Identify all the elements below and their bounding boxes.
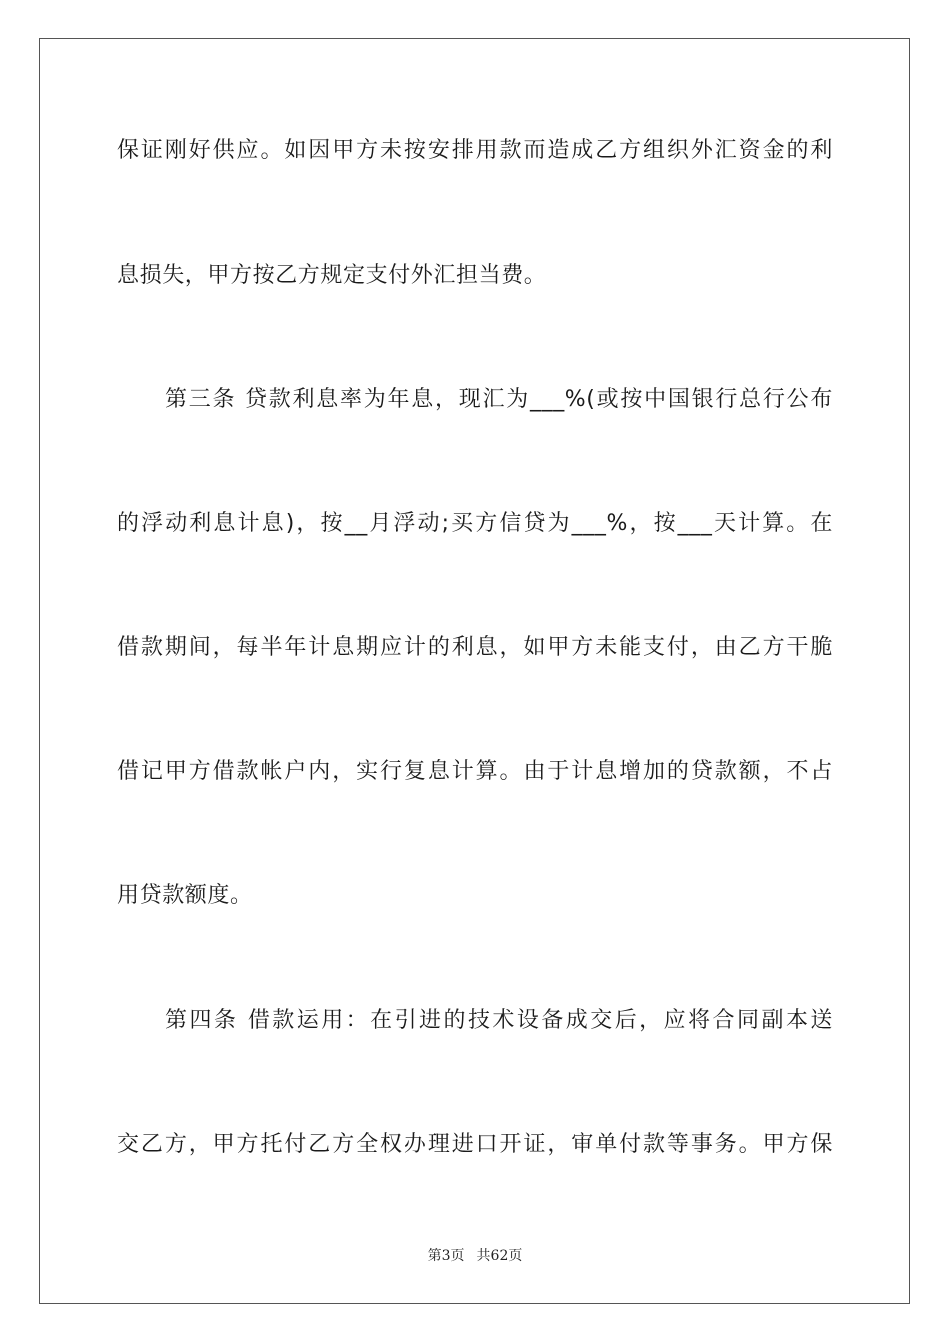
article-3-heading-line: 第三条 贷款利息率为年息，现汇为___%(或按中国银行总行公布 (165, 387, 833, 412)
page-footer (0, 1247, 950, 1265)
text-line-1: 保证刚好供应。如因甲方未按安排用款而造成乙方组织外汇资金的利 (117, 138, 833, 163)
text-line-6: 借记甲方借款帐户内，实行复息计算。由于计息增加的贷款额，不占 (117, 759, 833, 784)
text-line-9: 交乙方，甲方托付乙方全权办理进口开证，审单付款等事务。甲方保 (117, 1132, 833, 1157)
text-line-2: 息损失，甲方按乙方规定支付外汇担当费。 (117, 263, 547, 288)
page-border (39, 38, 910, 1304)
article-4-heading-line: 第四条 借款运用：在引进的技术设备成交后，应将合同副本送 (165, 1008, 833, 1033)
text-line-7: 用贷款额度。 (117, 883, 253, 908)
text-line-5: 借款期间，每半年计息期应计的利息，如甲方未能支付，由乙方干脆 (117, 635, 833, 660)
page-number: 第3页 (427, 1248, 465, 1264)
page-total: 共62页 (476, 1248, 523, 1264)
text-line-4: 的浮动利息计息)，按__月浮动;买方信贷为___%，按___天计算。在 (117, 511, 833, 536)
